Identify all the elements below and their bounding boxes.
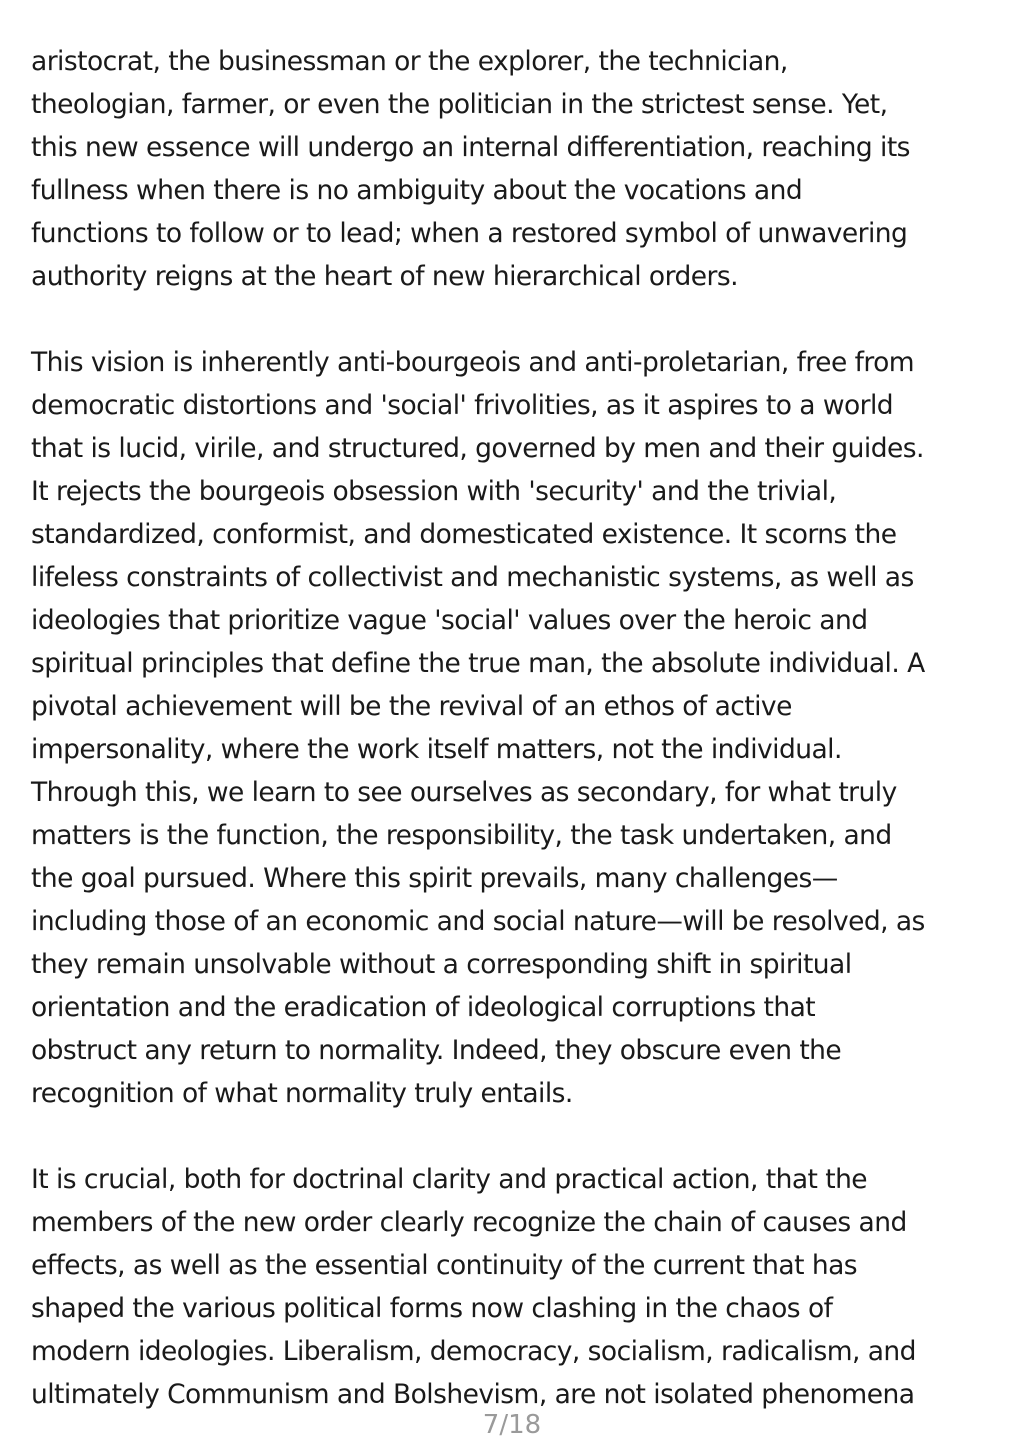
paragraph-1-line: theologian, farmer, or even the politician in the strictest sense. Yet, bbox=[31, 89, 888, 120]
paragraph-1-line: aristocrat, the businessman or the explorer, the technician, bbox=[31, 46, 788, 77]
paragraph-3-line: modern ideologies. Liberalism, democracy, socialism, radicalism, and bbox=[31, 1336, 916, 1367]
paragraph-2-line: matters is the function, the responsibility, the task undertaken, and bbox=[31, 820, 892, 851]
paragraph-2-line: including those of an economic and social nature—will be resolved, as bbox=[31, 906, 925, 937]
paragraph-2-line: impersonality, where the work itself matters, not the individual. bbox=[31, 734, 842, 765]
paragraph-2-line: standardized, conformist, and domesticated existence. It scorns the bbox=[31, 519, 897, 550]
paragraph-1-line: functions to follow or to lead; when a restored symbol of unwavering bbox=[31, 218, 908, 249]
paragraph-3-line: members of the new order clearly recognize the chain of causes and bbox=[31, 1207, 907, 1238]
paragraph-2-line: Through this, we learn to see ourselves as secondary, for what truly bbox=[31, 777, 897, 808]
paragraph-2-line: lifeless constraints of collectivist and mechanistic systems, as well as bbox=[31, 562, 914, 593]
paragraph-2-line: It rejects the bourgeois obsession with 'security' and the trivial, bbox=[31, 476, 837, 507]
paragraph-2-line: obstruct any return to normality. Indeed, they obscure even the bbox=[31, 1035, 842, 1066]
paragraph-2-line: democratic distortions and 'social' frivolities, as it aspires to a world bbox=[31, 390, 894, 421]
paragraph-3-line: effects, as well as the essential continuity of the current that has bbox=[31, 1250, 858, 1281]
paragraph-2-line: This vision is inherently anti-bourgeois and anti-proletarian, free from bbox=[31, 347, 915, 378]
paragraph-2-line: recognition of what normality truly entails. bbox=[31, 1078, 573, 1109]
paragraph-2-line: spiritual principles that define the true man, the absolute individual. A bbox=[31, 648, 925, 679]
paragraph-2-line: they remain unsolvable without a corresponding shift in spiritual bbox=[31, 949, 852, 980]
paragraph-1-line: fullness when there is no ambiguity about the vocations and bbox=[31, 175, 803, 206]
paragraph-1-line: this new essence will undergo an internal differentiation, reaching its bbox=[31, 132, 910, 163]
paragraph-2-line: the goal pursued. Where this spirit prevails, many challenges— bbox=[31, 863, 838, 894]
paragraph-3-line: shaped the various political forms now clashing in the chaos of bbox=[31, 1293, 833, 1324]
paragraph-3-line: ultimately Communism and Bolshevism, are not isolated phenomena bbox=[31, 1379, 915, 1410]
paragraph-2-line: ideologies that prioritize vague 'social' values over the heroic and bbox=[31, 605, 868, 636]
paragraph-2-line: that is lucid, virile, and structured, governed by men and their guides. bbox=[31, 433, 924, 464]
paragraph-spacer bbox=[31, 298, 999, 341]
paragraph-2-line: orientation and the eradication of ideological corruptions that bbox=[31, 992, 816, 1023]
text-column bbox=[31, 40, 999, 1416]
paragraph-spacer bbox=[31, 1115, 999, 1158]
paragraph-3-line: It is crucial, both for doctrinal clarity and practical action, that the bbox=[31, 1164, 868, 1195]
page-indicator: 7/18 bbox=[482, 1410, 542, 1440]
paragraph-2-line: pivotal achievement will be the revival of an ethos of active bbox=[31, 691, 792, 722]
paragraph-1-line: authority reigns at the heart of new hierarchical orders. bbox=[31, 261, 738, 292]
